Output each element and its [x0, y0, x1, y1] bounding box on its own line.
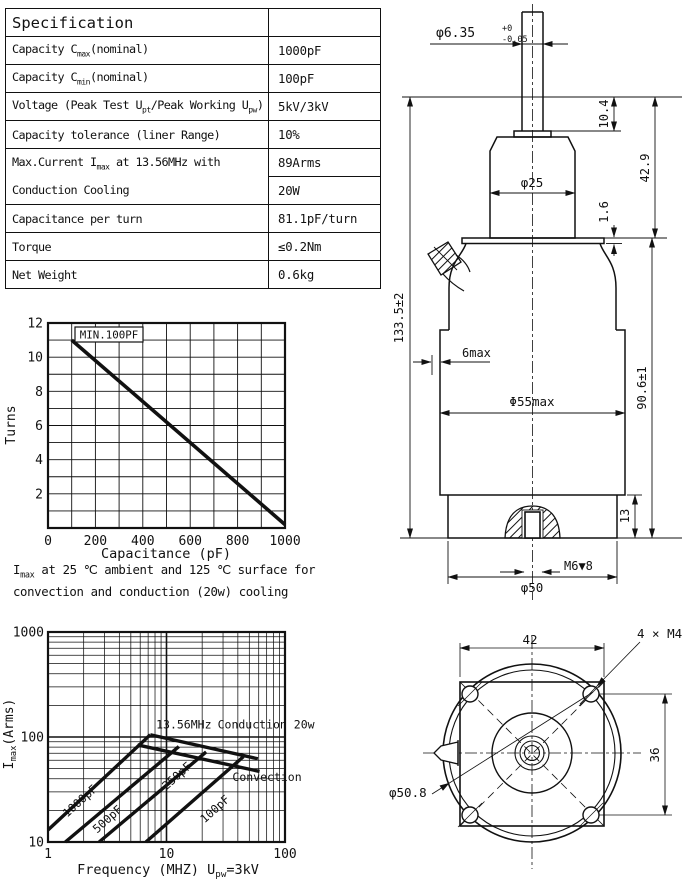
dim-thread: M6▼8	[564, 559, 593, 573]
dim-shaft-dia: φ6.35	[436, 26, 476, 41]
svg-text:400: 400	[131, 534, 155, 549]
svg-text:250pF: 250pF	[159, 759, 195, 793]
spec-row	[6, 261, 381, 289]
spec-row	[6, 93, 381, 121]
spec-row-value: 10%	[269, 121, 381, 149]
spec-table-body	[6, 37, 381, 289]
dim-tip-off: 6max	[462, 346, 491, 360]
dim-top-dia: φ25	[520, 175, 544, 190]
spec-table-title-empty	[269, 9, 381, 37]
bottom-details	[428, 242, 560, 538]
spec-row-value: 5kV/3kV	[269, 93, 381, 121]
dim-total-height: 133.5±2	[392, 292, 406, 344]
dim-base-dia: φ50	[520, 580, 544, 595]
chart-caption-line1: $I_{max}$ at 25 ℃ ambient and 125 ℃ surface for	[13, 563, 316, 581]
chart-caption	[13, 562, 315, 600]
svg-text:8: 8	[35, 384, 43, 400]
svg-text:2: 2	[35, 487, 43, 503]
shoulder-right	[600, 244, 616, 331]
svg-text:10: 10	[158, 847, 175, 862]
dim-shaft-tol-plus: +0	[502, 24, 513, 34]
bottom-view-dimension-lines	[432, 642, 672, 815]
svg-text:0: 0	[44, 534, 52, 549]
svg-text:12: 12	[27, 316, 43, 332]
spec-row-value: 100pF	[269, 65, 381, 93]
spec-row-value: 20W	[269, 177, 381, 205]
svg-text:800: 800	[225, 534, 250, 549]
spec-row-value: 1000pF	[269, 37, 381, 65]
spec-row-label: Capacitance per turn	[6, 205, 269, 233]
svg-text:100: 100	[273, 847, 297, 862]
spec-row	[6, 65, 381, 93]
svg-text:500pF: 500pF	[89, 802, 125, 836]
tick-labels	[27, 317, 300, 550]
series	[48, 735, 260, 842]
svg-text:200: 200	[83, 534, 108, 549]
svg-text:10: 10	[27, 350, 43, 366]
svg-text:600: 600	[178, 534, 202, 549]
dimension-lines	[400, 44, 682, 584]
spec-row	[6, 149, 381, 177]
y-axis-label: Turns	[4, 405, 19, 445]
bottom-view-hole-slashes	[458, 682, 603, 827]
svg-text:Convection: Convection	[232, 770, 302, 785]
spec-row	[6, 233, 381, 261]
spec-row	[6, 205, 381, 233]
spec-table	[5, 8, 381, 289]
spec-row-label: Capacity $C_{min}(nominal)$	[6, 65, 269, 93]
svg-text:1000: 1000	[269, 534, 301, 549]
x-axis-label: Capacitance (pF)	[100, 546, 232, 562]
spec-row-value: ≤0.2Nm	[269, 233, 381, 261]
dim-shaft-length: 10.4	[597, 99, 611, 129]
dim-hole-spacing: 36	[647, 747, 662, 763]
dim-base-height: 13	[618, 508, 632, 524]
x-axis-label: Frequency (MHZ) $U_{pw}=3kV$	[77, 862, 259, 880]
spec-row-label: Capacity tolerance (liner Range)	[6, 121, 269, 149]
dim-flange-thickness: 1.6	[597, 201, 611, 223]
dim-top-height: 42.9	[638, 153, 652, 183]
grid	[48, 323, 285, 528]
spec-row-value: 89Arms	[269, 149, 381, 177]
dim-body-dia: Φ55max	[509, 394, 555, 409]
chart-caption-line2: convection and conduction (20w) cooling	[13, 584, 289, 599]
spec-row	[6, 37, 381, 65]
imax-vs-frequency-chart	[0, 622, 340, 885]
svg-text:Conduction 20w: Conduction 20w	[217, 717, 315, 732]
svg-text:13.56MHz: 13.56MHz	[156, 717, 212, 732]
tip-off-side	[434, 742, 458, 764]
series-labels	[60, 718, 315, 836]
svg-text:100: 100	[20, 730, 44, 746]
annotation-min-100pf: MIN.100PF	[79, 328, 139, 342]
svg-text:1: 1	[44, 847, 52, 862]
thread-hole	[525, 512, 540, 538]
tip-off-neck2	[443, 274, 464, 291]
bottom-view-drawing	[385, 615, 700, 885]
spec-row-value: 0.6kg	[269, 261, 381, 289]
spec-row-label: Max.Current $I_{max}$ at 13.56MHz with	[6, 149, 269, 177]
dim-bolt-holes: 4 × M4	[637, 626, 683, 641]
spec-row-label: Net Weight	[6, 261, 269, 289]
spec-table-title: Specification	[6, 9, 269, 37]
svg-text:4: 4	[35, 453, 43, 469]
spec-row-value: 81.1pF/turn	[269, 205, 381, 233]
svg-text:1000: 1000	[12, 625, 44, 641]
spec-row	[6, 177, 381, 205]
dim-shaft-tol-minus: -0.05	[502, 35, 528, 45]
spec-row-label: Voltage (Peak Test $U_{pt}$/Peak Working $U_{pw}$)	[6, 93, 269, 121]
svg-text:10: 10	[28, 835, 44, 851]
spec-header-row	[6, 9, 381, 37]
tip-off-seal	[428, 242, 461, 275]
spec-row	[6, 121, 381, 149]
spec-row-label: Conduction Cooling	[6, 177, 269, 205]
series-turns-vs-capacitance	[72, 340, 285, 524]
side-view-drawing	[390, 0, 700, 615]
dim-body-height: 90.6±1	[635, 366, 649, 410]
spec-row-label: Torque	[6, 233, 269, 261]
svg-text:6: 6	[35, 419, 43, 434]
svg-text:1000pF: 1000pF	[59, 781, 101, 821]
svg-text:100pF: 100pF	[197, 792, 233, 826]
mounting-flange	[462, 238, 604, 244]
y-axis-label: $I_{max}(Arms)$	[2, 698, 19, 770]
spec-row-label: Capacity $C_{max}(nominal)$	[6, 37, 269, 65]
dim-flange-dia: φ50.8	[389, 785, 427, 800]
dim-square-width: 42	[522, 632, 538, 647]
